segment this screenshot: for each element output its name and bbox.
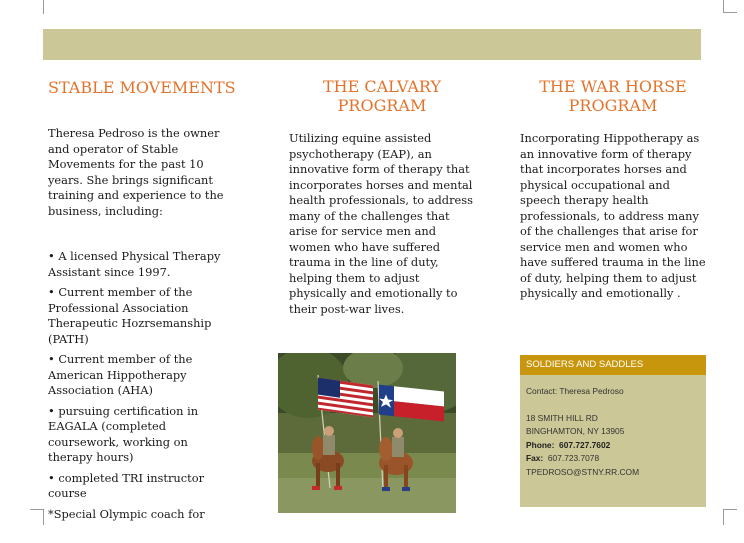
bullet-item: • A licensed Physical Therapy Assistant since 1997. [48, 249, 221, 279]
crop-mark-top-right-v [723, 0, 724, 12]
intro-paragraph: Theresa Pedroso is the owner and operator of Stable Movements for the past 10 years. She brings significant training and experience to the business, including: [48, 126, 224, 218]
crop-mark-bottom-left-v [43, 509, 44, 525]
calvary-body: Utilizing equine assisted psychotherapy (EAP), an innovative form of therapy that incorporates horses and mental health professionals, to address many of the challenges that arise for service men and women who have suffered trauma in the line of duty, helping them to adjust physically and emotionally to their post-war lives. [289, 131, 473, 316]
contact-box [520, 355, 706, 507]
crop-mark-top-left-v [43, 0, 44, 14]
war-horse-body: Incorporating Hippotherapy as an innovative form of therapy that incorporates horses and physical occupational and speech therapy health professionals, to address many of the challenges that arise for service men and women who have suffered trauma in the line of duty, helping them to adjust physically and emotionally . [520, 131, 706, 300]
calvary-heading-line1: THE CALVARY [322, 77, 442, 96]
calvary-heading-line2: PROGRAM [337, 96, 427, 115]
bullet-item: • Current member of the Professional Association Therapeutic Hozrsemanship (PATH) [48, 285, 212, 346]
phone-line [526, 439, 706, 453]
contact-details [520, 375, 706, 479]
war-horse-heading-line1: THE WAR HORSE [539, 77, 687, 96]
bullet-item: • pursuing certification in EAGALA (completed coursework, working on therapy hours) [48, 403, 199, 464]
crop-mark-bottom-right-h [723, 509, 737, 510]
war-horse-heading [513, 77, 713, 115]
fax-number: 607.723.7078 [547, 453, 600, 463]
email-address: TPEDROSO@STNY.RR.COM [526, 466, 640, 477]
crop-mark-bottom-left-h [30, 509, 44, 510]
crop-mark-top-right-h [723, 12, 737, 13]
phone-number: 607.727.7602 [559, 439, 611, 450]
soldiers-on-horseback-photo [278, 353, 456, 513]
fax-label: Fax: [526, 453, 544, 463]
calvary-heading [282, 77, 482, 115]
stable-movements-column [48, 126, 234, 527]
header-band [43, 29, 701, 60]
bullet-item: *Special Olympic coach for [48, 506, 205, 521]
crop-mark-bottom-right-v [723, 509, 724, 525]
bullet-item: • Current member of the American Hippotherapy Association (AHA) [48, 352, 193, 397]
contact-name: Contact: Theresa Pedroso [526, 386, 624, 396]
war-horse-heading-line2: PROGRAM [568, 96, 658, 115]
phone-label: Phone: [526, 439, 555, 450]
bullet-item: • completed TRI instructor course [48, 470, 205, 500]
contact-box-title: SOLDIERS AND SADDLES [520, 355, 706, 375]
address-line-1: 18 SMITH HILL RD [526, 412, 598, 423]
stable-movements-heading: STABLE MOVEMENTS [48, 78, 236, 97]
address-line-2: BINGHAMTON, NY 13905 [526, 426, 625, 436]
fax-line [526, 452, 706, 466]
